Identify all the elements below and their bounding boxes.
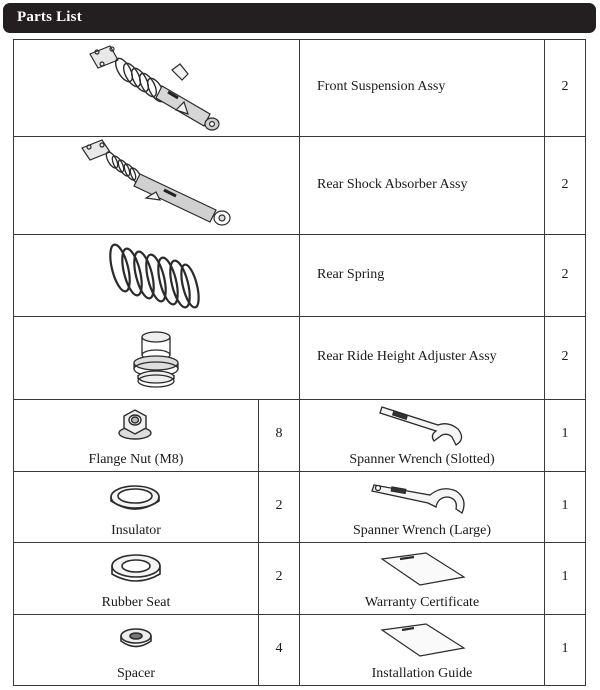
part-name: Rear Shock Absorber Assy xyxy=(317,177,468,192)
flange-nut-icon xyxy=(117,406,153,442)
row-divider xyxy=(13,234,586,235)
part-quantity: 2 xyxy=(275,498,283,513)
ride-height-adjuster-icon xyxy=(126,325,186,389)
part-name: Rear Spring xyxy=(317,267,385,282)
row-divider xyxy=(13,614,586,615)
part-quantity: 1 xyxy=(561,569,569,584)
part-quantity: 4 xyxy=(275,641,283,656)
part-quantity: 8 xyxy=(275,426,283,441)
spacer-icon xyxy=(118,626,154,652)
installation-guide-icon xyxy=(380,622,466,660)
part-quantity: 2 xyxy=(561,177,569,192)
row-divider xyxy=(13,471,586,472)
part-quantity: 1 xyxy=(561,641,569,656)
part-name: Warranty Certificate xyxy=(364,595,480,610)
part-quantity: 2 xyxy=(561,267,569,282)
part-name: Spanner Wrench (Slotted) xyxy=(349,452,495,467)
part-quantity: 2 xyxy=(561,79,569,94)
part-name: Spacer xyxy=(116,666,156,681)
part-name: Rubber Seat xyxy=(101,595,171,610)
warranty-certificate-icon xyxy=(380,551,466,589)
page-title: Parts List xyxy=(17,9,82,25)
rubber-seat-icon xyxy=(110,552,162,588)
part-quantity: 2 xyxy=(561,349,569,364)
part-name: Flange Nut (M8) xyxy=(88,452,184,467)
part-name: Installation Guide xyxy=(371,666,473,681)
row-divider xyxy=(13,399,586,400)
insulator-icon xyxy=(108,481,162,517)
part-quantity: 2 xyxy=(275,569,283,584)
slotted-spanner-wrench-icon xyxy=(378,403,468,447)
part-quantity: 1 xyxy=(561,426,569,441)
large-spanner-wrench-icon xyxy=(370,477,470,521)
part-name: Front Suspension Assy xyxy=(317,79,446,94)
front-suspension-icon xyxy=(80,40,240,136)
part-name: Insulator xyxy=(111,523,161,538)
part-name: Rear Ride Height Adjuster Assy xyxy=(317,349,497,364)
row-divider xyxy=(13,136,586,137)
rear-spring-icon xyxy=(104,240,204,310)
part-name: Spanner Wrench (Large) xyxy=(352,523,492,538)
row-divider xyxy=(13,316,586,317)
row-divider xyxy=(13,542,586,543)
rear-shock-absorber-icon xyxy=(76,138,236,234)
part-quantity: 1 xyxy=(561,498,569,513)
